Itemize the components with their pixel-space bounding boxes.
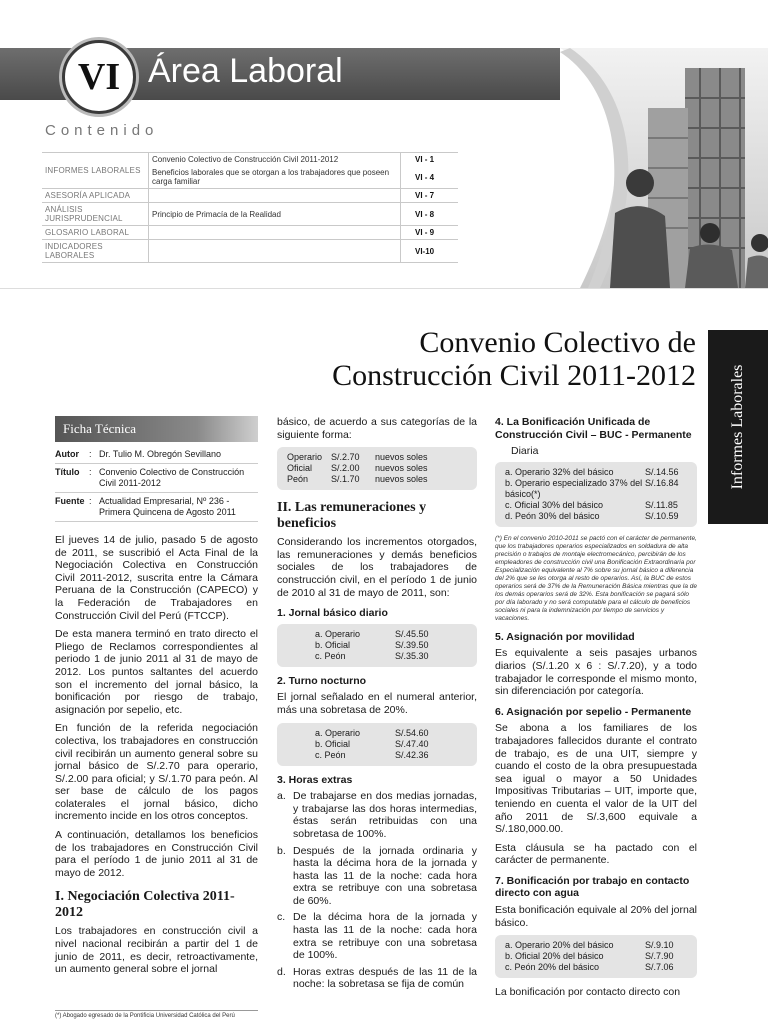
toc-title: Principio de Primacía de la Realidad bbox=[149, 203, 401, 226]
toc-title bbox=[149, 240, 401, 263]
column-3 bbox=[495, 416, 697, 1005]
box-unit: nuevos soles bbox=[375, 474, 428, 485]
toc-section: INDICADORES LABORALES bbox=[42, 240, 149, 263]
heading-agua: 7. Bonificación por trabajo en contacto directo con agua bbox=[495, 874, 690, 900]
box-row bbox=[505, 940, 687, 951]
ficha-row: Fuente : Actualidad Empresarial, Nº 236 - Primera Quincena de Agosto 2011 bbox=[55, 493, 258, 522]
heading-buc: 4. La Bonificación Unificada de Construcción Civil – BUC - Permanente bbox=[495, 416, 692, 441]
box-value: S/.2.00 bbox=[331, 463, 360, 474]
box-label: b. Operario especializado 37% del básico(*) bbox=[505, 477, 643, 499]
paragraph: Se abona a los familiares de los trabajadores fallecidos durante el contrato de trabajo, es de una UIT, siempre y cuando el costo de la obra presupuestada sea igual o mayor a 50 Unidades Impositivas Tributarias – UIT, importe que, teniendo en cuenta el valor de la UIT del año 2011 de S/.3,600 equivale a S/.180,000.00. bbox=[495, 722, 697, 836]
box-label: c. Peón 20% del básico bbox=[505, 962, 600, 973]
list-item bbox=[277, 790, 477, 840]
toc-page: VI - 7 bbox=[401, 189, 459, 203]
box-row bbox=[505, 478, 687, 500]
list-text: Horas extras después de las 11 de la noche: la sobretasa se fija de común bbox=[293, 965, 477, 991]
toc-section: INFORMES LABORALES bbox=[42, 153, 149, 189]
chapter-badge: VI bbox=[62, 40, 136, 114]
list-item bbox=[277, 966, 477, 991]
heading-jornal: 1. Jornal básico diario bbox=[277, 607, 388, 620]
box-row bbox=[287, 452, 467, 463]
box-value: S/.9.10 bbox=[645, 940, 674, 951]
box-row bbox=[505, 467, 687, 478]
box-label: Operario bbox=[287, 452, 323, 463]
article-title-line1: Convenio Colectivo de bbox=[419, 326, 696, 359]
box-value: S/.11.85 bbox=[645, 499, 678, 510]
box-row bbox=[505, 962, 687, 973]
buc-note: (*) En el convenio 2010-2011 se pactó con el carácter de permanente, que los trabajadores operarios especializados en soldadura de alta precisión o trabajos de montaje electromecánico, percibirán de los empleadores de construcción civil una Bonificación Extraordinaria por Especialización equivalente al 7% sobre su jornal básico a diferencia del 2% que se les otorga al resto de operarios. Así, la BUC de estos operarios será de 37% de la Remuneración Básica mientras que la de los demás operarios será de 32%. Esta bonificación se pagará sólo por día laborado y no será computable para el cálculo de beneficios sociales ni para la indemnización por tiempo de servicios y vacaciones. bbox=[495, 534, 697, 622]
list-item bbox=[277, 845, 477, 908]
box-unit: nuevos soles bbox=[375, 452, 428, 463]
paragraph: A continuación, detallamos los beneficios de los trabajadores en Construcción Civil para el período 1 de junio 2011 al 31 de mayo de 2012. bbox=[55, 829, 258, 879]
list-item bbox=[277, 911, 477, 961]
ficha-key: Fuente bbox=[55, 496, 85, 506]
toc-row bbox=[42, 240, 458, 263]
list-marker: b. bbox=[277, 844, 286, 857]
ficha-row: Título : Convenio Colectivo de Construcción Civil 2011-2012 bbox=[55, 464, 258, 493]
column-2 bbox=[277, 416, 477, 995]
jornal-box bbox=[277, 624, 477, 667]
ficha-row: Autor : Dr. Tulio M. Obregón Sevillano bbox=[55, 446, 258, 464]
column-1 bbox=[55, 416, 258, 982]
box-row bbox=[287, 629, 467, 640]
box-row bbox=[505, 500, 687, 511]
toc-title bbox=[149, 226, 401, 240]
toc-page: VI-10 bbox=[401, 240, 459, 263]
box-label: b. Oficial bbox=[315, 738, 351, 749]
box-row bbox=[505, 511, 687, 522]
agua-box bbox=[495, 935, 697, 978]
list-text: De trabajarse en dos medias jornadas, y trabajarse las dos horas intermedias, éstas serán retribuidas con una sobretasa de 100%. bbox=[293, 790, 477, 840]
box-value: S/.7.90 bbox=[645, 951, 674, 962]
paragraph: Es equivalente a seis pasajes urbanos diarios (S/.1.20 x 6 : S/.7.20), y a todo trabajador le corresponde el mismo monto, sin diferenciación por categoría. bbox=[495, 647, 697, 698]
toc-title: Convenio Colectivo de Construcción Civil 2011-2012 bbox=[149, 153, 401, 167]
heading-remuneraciones: II. Las remuneraciones y beneficios bbox=[277, 500, 427, 532]
box-unit: nuevos soles bbox=[375, 463, 428, 474]
box-row bbox=[287, 728, 467, 739]
contents-table bbox=[42, 152, 458, 263]
toc-row bbox=[42, 226, 458, 240]
toc-row bbox=[42, 189, 458, 203]
box-row bbox=[287, 651, 467, 662]
toc-page: VI - 1 bbox=[401, 153, 459, 167]
turno-box bbox=[277, 723, 477, 766]
box-value: S/.10.59 bbox=[645, 510, 679, 521]
box-row bbox=[287, 463, 467, 474]
box-label: Peón bbox=[287, 474, 309, 485]
box-row bbox=[287, 739, 467, 750]
construction-photo bbox=[560, 48, 768, 288]
box-label: a. Operario bbox=[315, 727, 361, 738]
toc-row bbox=[42, 203, 458, 226]
toc-page: VI - 4 bbox=[401, 166, 459, 189]
paragraph: De esta manera terminó en trato directo el Pliego de Reclamos correspondientes al periodo 1 de junio 2011 al 31 de mayo de 2012. Los puntos saltantes del acuerdo son el incremento del jornal básico, la bonificación por riesgo de trabajo, asignación por sepelio, etc. bbox=[55, 628, 258, 716]
box-label: c. Peón bbox=[315, 749, 346, 760]
heading-movilidad: 5. Asignación por movilidad bbox=[495, 630, 635, 643]
paragraph: básico, de acuerdo a sus categorías de la siguiente forma: bbox=[277, 416, 477, 441]
heading-sepelio: 6. Asignación por sepelio - Permanente bbox=[495, 705, 692, 718]
paragraph: Los trabajadores en construcción civil a nivel nacional recibirán a partir del 1 de junio de 2011, es decir, retroactivamente, un aumento general sobre el jornal bbox=[55, 925, 258, 976]
increment-box bbox=[277, 447, 477, 490]
contents-label: Contenido bbox=[45, 122, 159, 139]
paragraph: El jornal señalado en el numeral anterior, más una sobretasa de 20%. bbox=[277, 691, 477, 716]
box-label: b. Oficial bbox=[315, 639, 351, 650]
toc-row bbox=[42, 153, 458, 167]
toc-section: ANÁLISIS JURISPRUDENCIAL bbox=[42, 203, 149, 226]
paragraph: Esta bonificación equivale al 20% del jornal básico. bbox=[495, 904, 697, 929]
list-text: Después de la jornada ordinaria y hasta la décima hora de la jornada y hasta las 11 de la noche: cada hora extra se retribuye con una sobretasa de 60%. bbox=[293, 844, 477, 907]
box-value: S/.35.30 bbox=[395, 650, 429, 661]
box-value: S/.16.84 bbox=[645, 477, 679, 488]
ficha-key: Autor bbox=[55, 449, 79, 459]
box-label: a. Operario 32% del básico bbox=[505, 466, 614, 477]
box-value: S/.7.06 bbox=[645, 962, 674, 973]
list-marker: c. bbox=[277, 911, 286, 924]
toc-page: VI - 9 bbox=[401, 226, 459, 240]
box-label: d. Peón 30% del básico bbox=[505, 510, 600, 521]
box-value: S/.47.40 bbox=[395, 738, 429, 749]
box-value: S/.39.50 bbox=[395, 639, 429, 650]
box-label: c. Oficial 30% del básico bbox=[505, 499, 604, 510]
paragraph: Esta cláusula se ha pactado con el carácter de permanente. bbox=[495, 841, 697, 867]
list-text: De la décima hora de la jornada y hasta las 11 de la noche: cada hora extra se retribuye con una sobretasa de 100%. bbox=[293, 911, 477, 962]
toc-section: GLOSARIO LABORAL bbox=[42, 226, 149, 240]
toc-title: Beneficios laborales que se otorgan a los trabajadores que poseen carga familiar bbox=[149, 166, 401, 189]
ficha-tecnica-header: Ficha Técnica bbox=[55, 416, 258, 442]
box-value: S/.2.70 bbox=[331, 452, 360, 463]
paragraph: Considerando los incrementos otorgados, las remuneraciones y demás beneficios sociales de los trabajadores de construcción civil, en el período 1 de junio de 2010 al 31 de mayo de 2011, son: bbox=[277, 536, 477, 599]
paragraph: La bonificación por contacto directo con bbox=[495, 986, 681, 999]
box-label: c. Peón bbox=[315, 650, 346, 661]
box-row bbox=[287, 750, 467, 761]
divider bbox=[0, 288, 768, 289]
heading-negociacion: I. Negociación Colectiva 2011-2012 bbox=[55, 889, 235, 921]
box-label: b. Oficial 20% del básico bbox=[505, 951, 604, 962]
ficha-value: Convenio Colectivo de Construcción Civil 2011-2012 bbox=[99, 467, 245, 488]
ficha-value: Dr. Tulio M. Obregón Sevillano bbox=[99, 449, 222, 459]
list-marker: a. bbox=[277, 790, 286, 803]
box-row bbox=[505, 951, 687, 962]
paragraph: En función de la referida negociación colectiva, los trabajadores en construcción civil recibirán un aumento general sobre su jornal básico de S/.2.70 para operario, S/.2.00 para oficial; y S/.1.70 para peón. Al ser base de cálculo de los pagos colaterales el jornal básico, dicho incremento incide en los otros conceptos. bbox=[55, 722, 258, 823]
box-value: S/.42.36 bbox=[395, 749, 429, 760]
side-tab bbox=[708, 330, 768, 524]
article-title-line2: Construcción Civil 2011-2012 bbox=[332, 359, 696, 392]
toc-section: ASESORÍA APLICADA bbox=[42, 189, 149, 203]
side-tab-label: Informes Laborales bbox=[729, 364, 746, 490]
box-row bbox=[287, 474, 467, 485]
list-marker: d. bbox=[277, 965, 286, 978]
buc-box bbox=[495, 462, 697, 527]
diaria-label: Diaria bbox=[511, 445, 539, 458]
heading-turno: 2. Turno nocturno bbox=[277, 674, 367, 687]
ficha-key: Título bbox=[55, 467, 80, 477]
article-title bbox=[332, 326, 696, 392]
paragraph: El jueves 14 de julio, pasado 5 de agosto de 2011, se suscribió el Acta Final de la Negociación Colectiva en Construcción Civil 2011-2012, suscrita entre la Cámara Peruana de la Construcción (CAPECO) y la Federación de Trabajadores en Construcción Civil del Perú (FTCCP). bbox=[55, 534, 258, 622]
box-value: S/.14.56 bbox=[645, 466, 679, 477]
box-label: a. Operario 20% del básico bbox=[505, 940, 614, 951]
heading-horas-extras: 3. Horas extras bbox=[277, 773, 353, 786]
footnote: (*) Abogado egresado de la Pontificia Universidad Católica del Perú bbox=[55, 1010, 258, 1019]
toc-page: VI - 8 bbox=[401, 203, 459, 226]
box-row bbox=[287, 640, 467, 651]
box-label: Oficial bbox=[287, 463, 313, 474]
ficha-value: Actualidad Empresarial, Nº 236 - Primera Quincena de Agosto 2011 bbox=[99, 496, 236, 517]
section-title: Área Laboral bbox=[148, 52, 343, 90]
box-value: S/.1.70 bbox=[331, 474, 360, 485]
box-value: S/.45.50 bbox=[395, 628, 429, 639]
box-label: a. Operario bbox=[315, 628, 361, 639]
toc-title bbox=[149, 189, 401, 203]
box-value: S/.54.60 bbox=[395, 727, 429, 738]
